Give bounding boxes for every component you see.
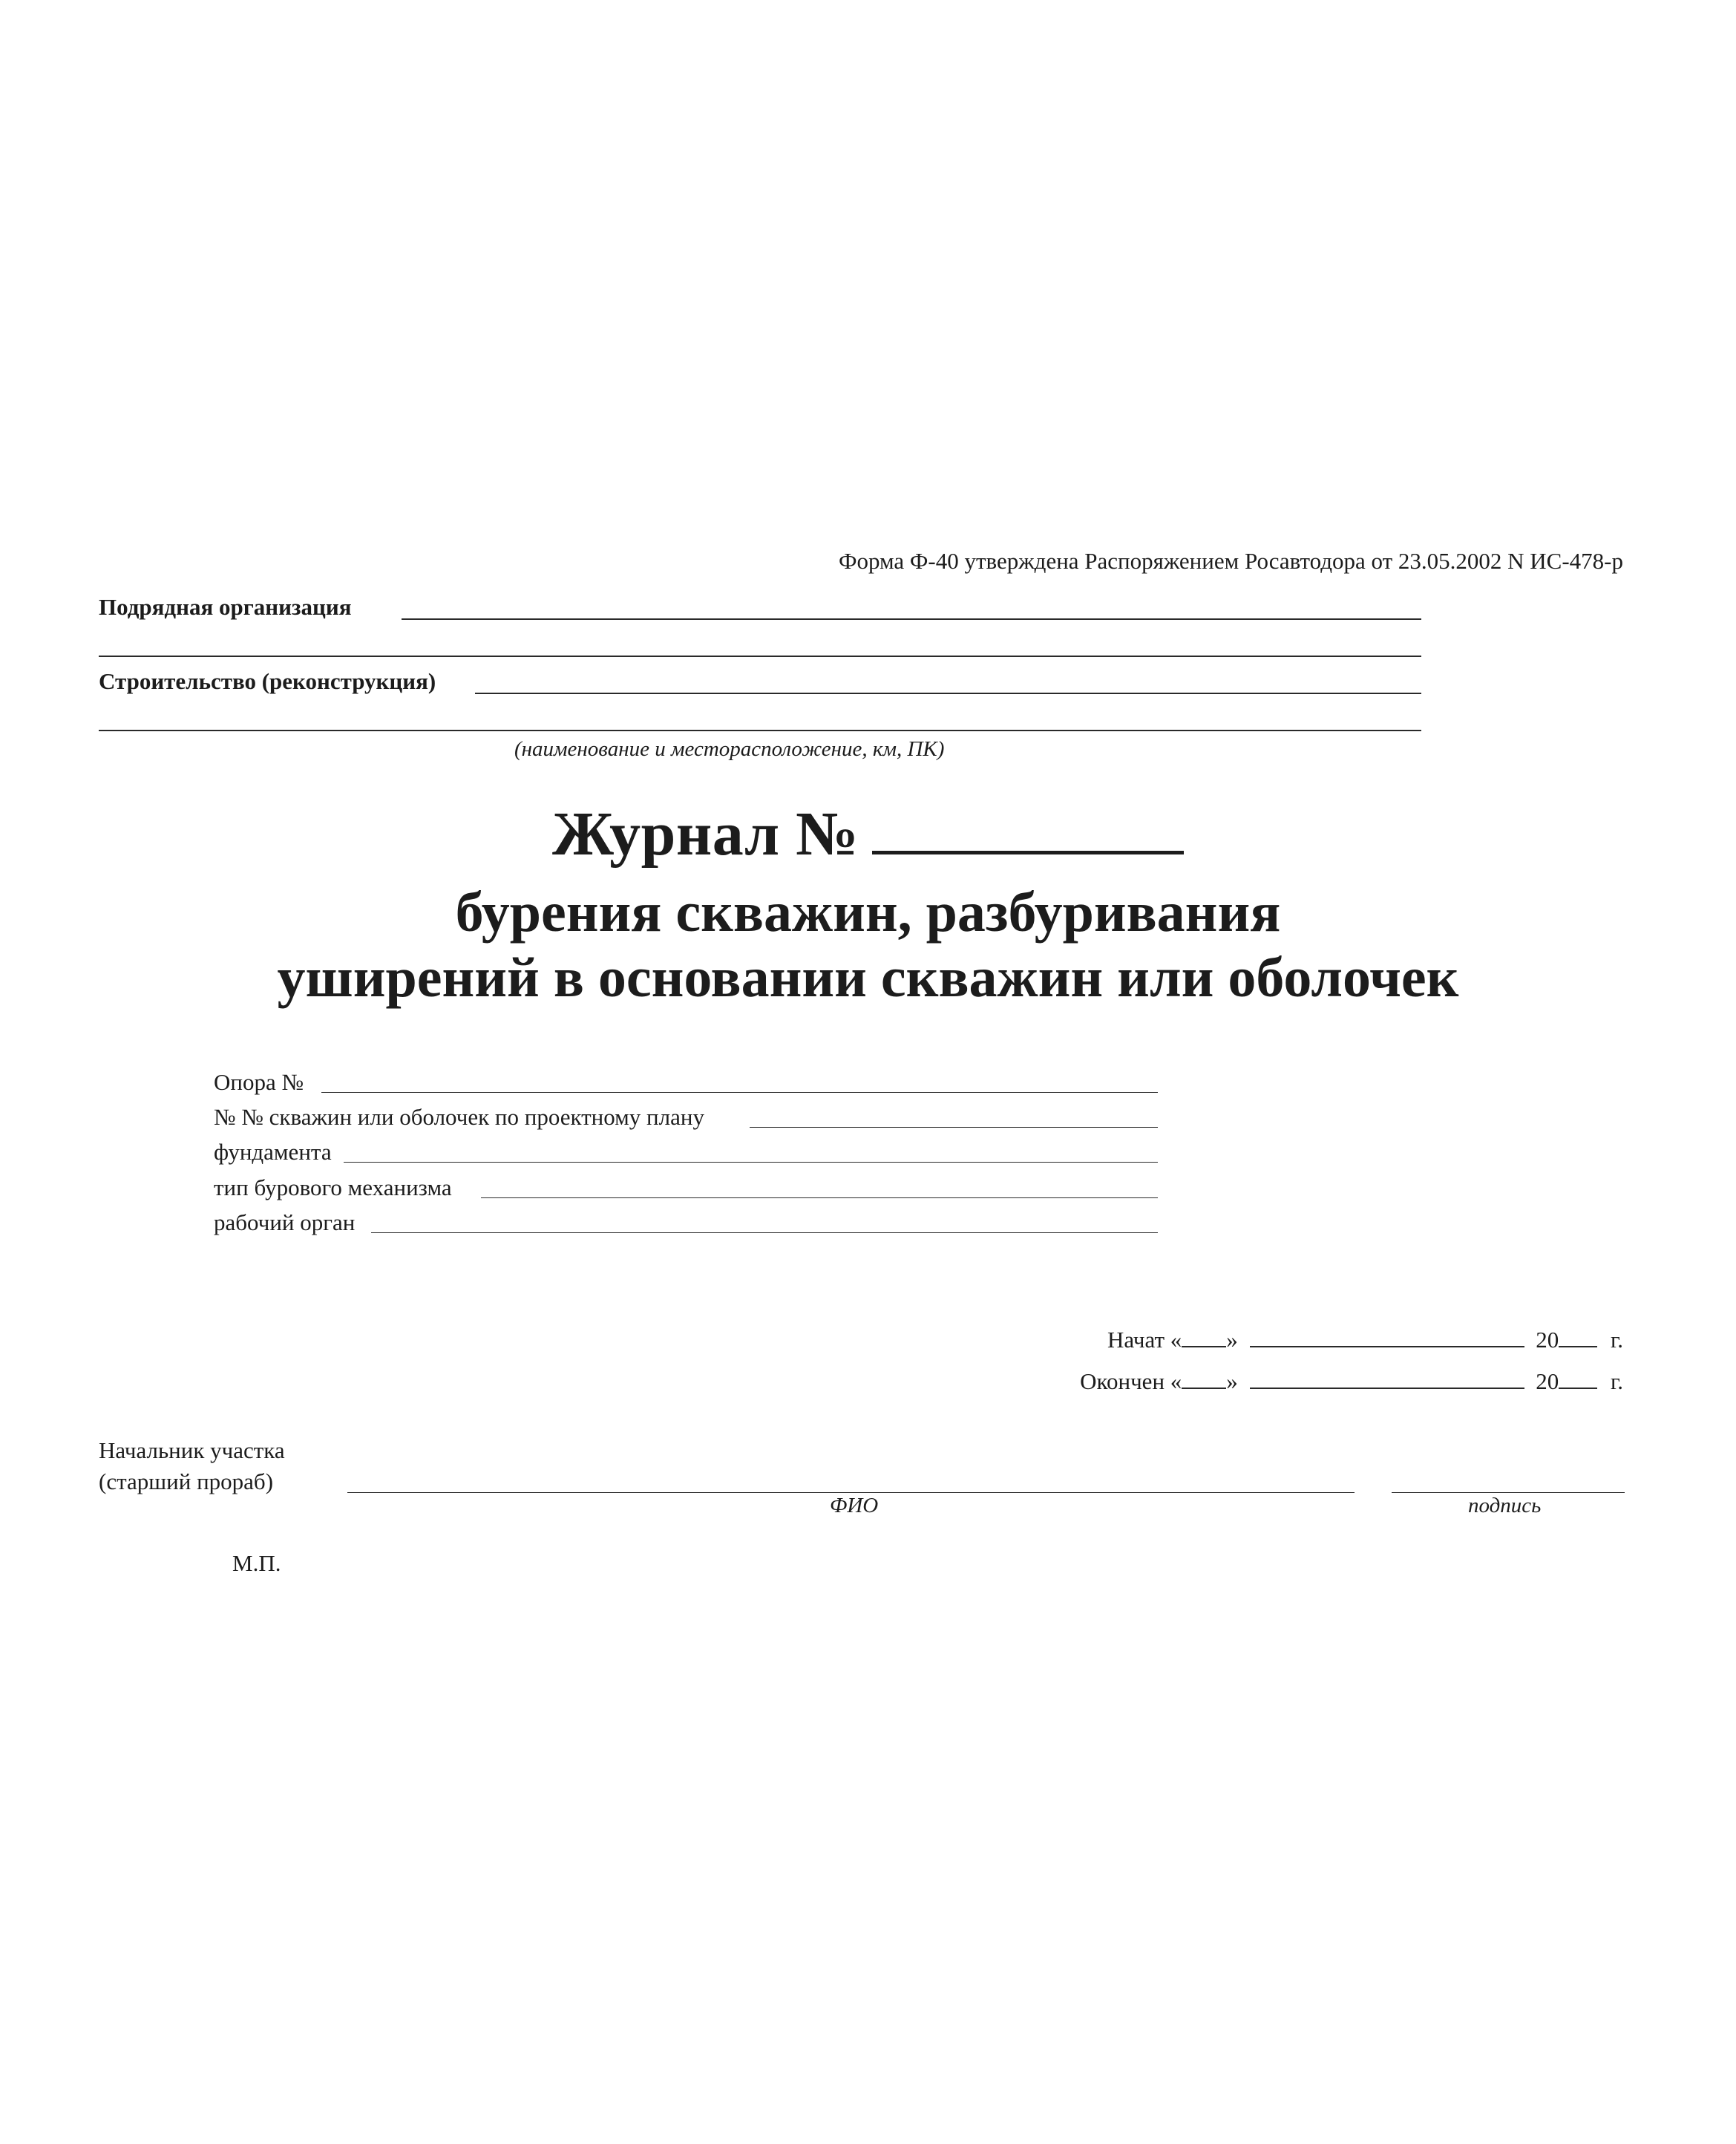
- construction-field[interactable]: [475, 693, 1421, 694]
- journal-title: [0, 798, 1736, 870]
- approval-note: Форма Ф-40 утверждена Распоряжением Росавтодора от 23.05.2002 N ИС-478-р: [838, 548, 1623, 574]
- finished-year-prefix: 20: [1536, 1368, 1559, 1394]
- mechanism-field[interactable]: [481, 1197, 1158, 1198]
- journal-number-field[interactable]: [872, 806, 1184, 854]
- construction-hint: (наименование и месторасположение, км, ПК): [514, 737, 945, 761]
- finished-year-suffix: г.: [1611, 1368, 1623, 1394]
- signature-field[interactable]: [1392, 1492, 1625, 1493]
- fio-hint: ФИО: [830, 1494, 879, 1517]
- contractor-field[interactable]: [402, 618, 1421, 620]
- stamp-label: М.П.: [232, 1550, 281, 1576]
- started-month-field[interactable]: [1250, 1325, 1524, 1347]
- construction-label: Строительство (реконструкция): [99, 668, 436, 694]
- finished-month-field[interactable]: [1250, 1367, 1524, 1389]
- construction-field-extra-line[interactable]: [99, 730, 1421, 731]
- started-quote-close: »: [1226, 1327, 1238, 1353]
- support-label: Опора №: [214, 1069, 304, 1095]
- chief-label-line1: Начальник участка: [99, 1437, 285, 1463]
- finished-label: Окончен «: [1080, 1368, 1182, 1394]
- journal-subtitle-line2: уширений в основании скважин или оболочек: [277, 947, 1459, 1009]
- signature-hint: подпись: [1468, 1494, 1542, 1517]
- mechanism-label: тип бурового механизма: [214, 1174, 452, 1200]
- chief-label-line2: (старший прораб): [99, 1468, 274, 1494]
- journal-title-text: Журнал №: [551, 800, 859, 869]
- support-field[interactable]: [321, 1092, 1158, 1093]
- started-year-field[interactable]: [1559, 1325, 1597, 1347]
- tool-field[interactable]: [371, 1232, 1158, 1233]
- foundation-field[interactable]: [344, 1162, 1158, 1163]
- fio-field[interactable]: [347, 1492, 1355, 1493]
- contractor-field-extra-line[interactable]: [99, 656, 1421, 657]
- foundation-label: фундамента: [214, 1139, 332, 1165]
- started-label: Начат «: [1107, 1327, 1182, 1353]
- finished-row: [1080, 1367, 1623, 1395]
- finished-day-field[interactable]: [1182, 1367, 1226, 1389]
- tool-label: рабочий орган: [214, 1209, 356, 1235]
- journal-subtitle: [0, 880, 1736, 1010]
- started-year-suffix: г.: [1611, 1327, 1623, 1353]
- started-row: [1107, 1325, 1623, 1353]
- wells-field[interactable]: [750, 1127, 1158, 1128]
- finished-year-field[interactable]: [1559, 1367, 1597, 1389]
- finished-quote-close: »: [1226, 1368, 1238, 1394]
- wells-label: № № скважин или оболочек по проектному плану: [214, 1104, 704, 1130]
- journal-subtitle-line1: бурения скважин, разбуривания: [455, 881, 1281, 944]
- contractor-label: Подрядная организация: [99, 594, 352, 620]
- started-day-field[interactable]: [1182, 1325, 1226, 1347]
- started-year-prefix: 20: [1536, 1327, 1559, 1353]
